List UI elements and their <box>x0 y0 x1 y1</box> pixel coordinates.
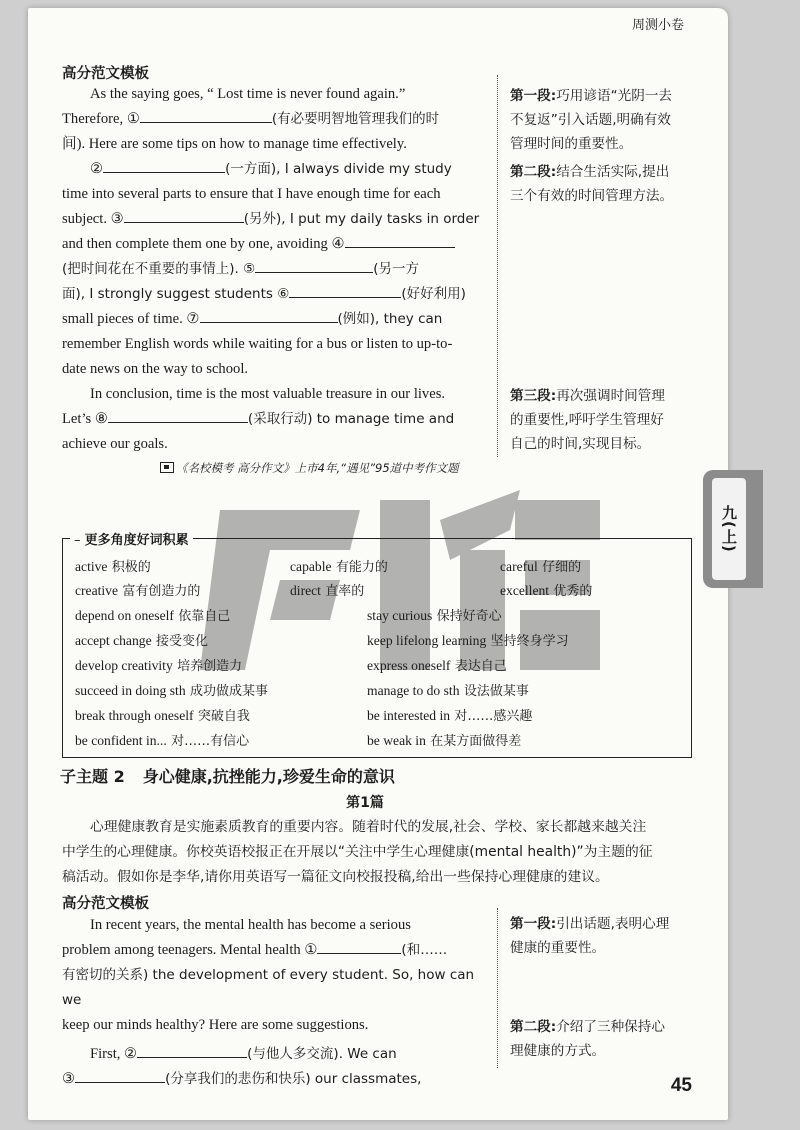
vocab-list <box>75 556 685 755</box>
section-title: 高分范文模板 <box>62 66 149 82</box>
vocab-item: creative 富有创造力的 <box>75 583 201 599</box>
essay-line: subject. ③ (另外), I put my daily tasks in order <box>62 207 490 232</box>
vocab-item: develop creativity 培养创造力 <box>75 658 243 674</box>
answer-blank[interactable] <box>255 257 373 273</box>
essay-line: date news on the way to school. <box>62 361 249 377</box>
header-title: 周测小卷 <box>632 18 685 33</box>
source-line: 《名校模考 高分作文》上市4年,“遇见”95道中考作文题 <box>160 460 459 476</box>
essay-line: time into several parts to ensure that I have enough time for each <box>62 186 441 202</box>
vocab-item: succeed in doing sth 成功做成某事 <box>75 683 268 699</box>
vocab-item: capable 有能力的 <box>290 559 388 575</box>
vocab-row <box>75 730 685 755</box>
essay-line: achieve our goals. <box>62 436 168 452</box>
vocab-item: active 积极的 <box>75 559 151 575</box>
answer-blank[interactable] <box>345 232 455 248</box>
essay-line: (把时间花在不重要的事情上). ⑤ (另一方 <box>62 257 490 282</box>
vocab-item: be confident in... 对……有信心 <box>75 733 250 749</box>
vocab-item: excellent 优秀的 <box>500 583 593 599</box>
vocab-item: depend on oneself 依靠自己 <box>75 608 231 624</box>
vocab-item: keep lifelong learning 坚持终身学习 <box>367 633 569 649</box>
essay-line: 面), I strongly suggest students ⑥ (好好利用) <box>62 282 490 307</box>
column-divider <box>497 908 498 1068</box>
essay-line: As the saying goes, “ Lost time is never found again.” <box>90 86 406 102</box>
paragraph-note: 第二段:介绍了三种保持心 理健康的方式。 <box>510 1019 665 1059</box>
answer-blank[interactable] <box>124 207 244 223</box>
answer-blank[interactable] <box>137 1042 247 1058</box>
vocab-title: – 更多角度好词积累 <box>70 529 193 548</box>
essay-line: 间). Here are some tips on how to manage time effectively. <box>62 136 407 152</box>
essay-line: First, ② (与他人多交流). We can <box>62 1042 490 1067</box>
answer-blank[interactable] <box>317 938 401 954</box>
essay-line: In conclusion, time is the most valuable treasure in our lives. <box>90 386 446 402</box>
writing-prompt: 心理健康教育是实施素质教育的重要内容。随着时代的发展,社会、学校、家长都越来越关注 中学生的心理健康。你校英语校报正在开展以“关注中学生心理健康(mental health)”为主题的征 稿活动。假如你是李华,请你用英语写一篇征文向校报投稿,给出一些保持心理健康的建议。 <box>62 819 653 885</box>
subtopic-heading: 子主题 2 身心健康,抗挫能力,珍爱生命的意识 <box>60 767 395 786</box>
essay-line: and then complete them one by one, avoiding ④ <box>62 232 490 257</box>
article-title: 第1篇 <box>346 795 384 811</box>
answer-blank[interactable] <box>140 107 272 123</box>
vocab-row <box>75 680 685 705</box>
essay-1 <box>62 82 490 457</box>
essay-line: keep our minds healthy? Here are some suggestions. <box>62 1017 369 1033</box>
vocab-row <box>75 580 685 605</box>
vocab-item: direct 直率的 <box>290 583 365 599</box>
answer-blank[interactable] <box>289 282 401 298</box>
essay-2 <box>62 913 490 1092</box>
paragraph-note: 第二段:结合生活实际,提出 三个有效的时间管理方法。 <box>510 164 674 204</box>
paragraph-note: 第三段:再次强调时间管理 的重要性,呼吁学生管理好 自己的时间,实现目标。 <box>510 388 665 452</box>
book-icon <box>160 462 174 473</box>
vocab-item: stay curious 保持好奇心 <box>367 608 502 624</box>
answer-blank[interactable] <box>75 1067 165 1083</box>
essay-line: small pieces of time. ⑦ (例如), they can <box>62 307 490 332</box>
vocab-row <box>75 705 685 730</box>
answer-blank[interactable] <box>200 307 338 323</box>
vocab-row <box>75 556 685 580</box>
essay-line: ③ (分享我们的悲伤和快乐) our classmates, <box>62 1067 490 1092</box>
vocab-item: be interested in 对……感兴趣 <box>367 708 533 724</box>
essay-line: problem among teenagers. Mental health ① (和…… <box>62 938 490 963</box>
vocab-row <box>75 655 685 680</box>
essay-line: In recent years, the mental health has become a serious <box>90 917 411 933</box>
vocab-row <box>75 605 685 630</box>
column-divider <box>497 75 498 457</box>
vocab-item: break through oneself 突破自我 <box>75 708 250 724</box>
side-tab-label[interactable]: 九(上) <box>712 478 746 580</box>
essay-line: Let’s ⑧ (采取行动) to manage time and <box>62 407 490 432</box>
essay-line: 有密切的关系) the development of every student. So, how can we <box>62 967 475 1008</box>
paragraph-note: 第一段:巧用谚语“光阴一去 不复返”引入话题,明确有效 管理时间的重要性。 <box>510 88 673 152</box>
vocab-row <box>75 630 685 655</box>
vocab-item: careful 仔细的 <box>500 559 582 575</box>
paragraph-note: 第一段:引出话题,表明心理 健康的重要性。 <box>510 916 670 956</box>
essay-line: ② (一方面), I always divide my study <box>62 157 490 182</box>
section-title: 高分范文模板 <box>62 896 149 912</box>
essay-line: remember English words while waiting for a bus or listen to up-to- <box>62 336 453 352</box>
vocab-item: accept change 接受变化 <box>75 633 208 649</box>
answer-blank[interactable] <box>108 407 248 423</box>
page-number: 45 <box>670 1075 692 1096</box>
answer-blank[interactable] <box>103 157 225 173</box>
essay-line: Therefore, ① (有必要明智地管理我们的时 <box>62 107 490 132</box>
vocab-item: be weak in 在某方面做得差 <box>367 733 522 749</box>
vocab-item: express oneself 表达自己 <box>367 658 507 674</box>
vocab-item: manage to do sth 设法做某事 <box>367 683 529 699</box>
